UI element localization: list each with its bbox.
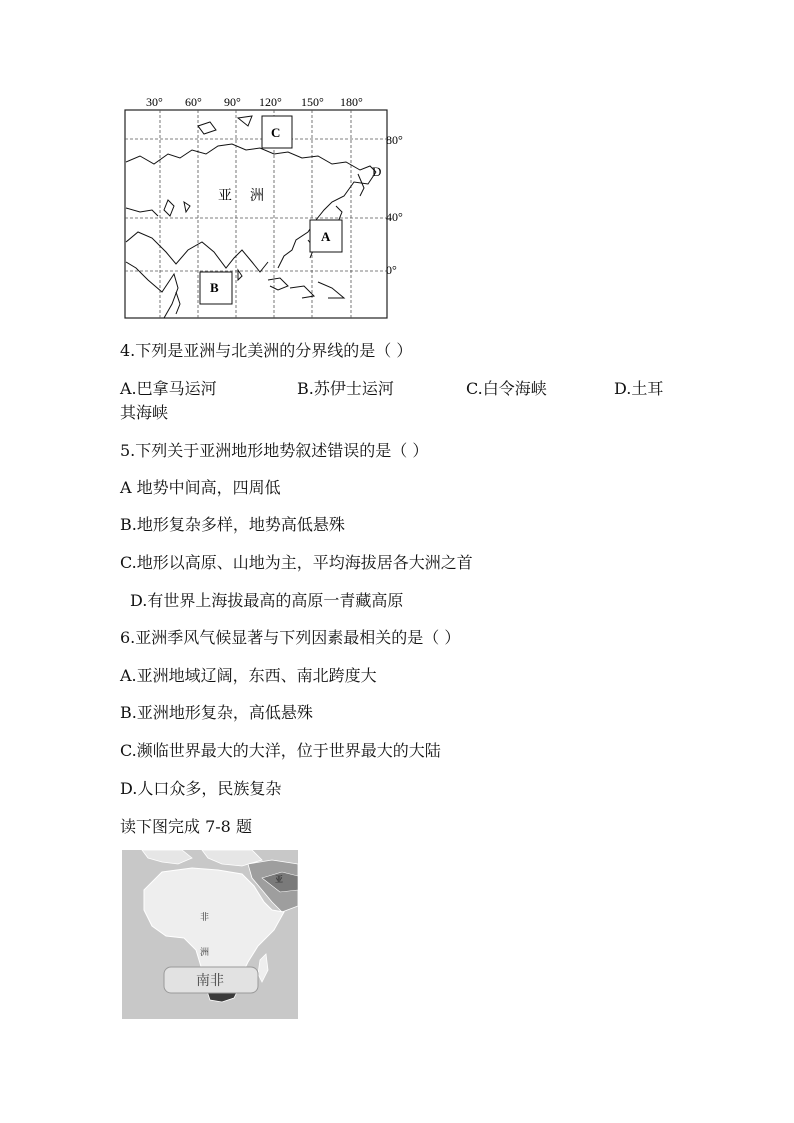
- q4-stem: 4.下列是亚洲与北美洲的分界线的是（ ）: [120, 341, 413, 360]
- q5-option-c: C.地形以高原、山地为主，平均海拔居各大洲之首: [120, 553, 473, 572]
- q4-option-d-cont: 其海峡: [120, 403, 169, 422]
- lat-label-80: 80°: [386, 133, 403, 147]
- asia-label-ya: 亚: [275, 875, 283, 884]
- lon-label-150: 150°: [301, 95, 324, 109]
- lat-label-40: 40°: [386, 210, 403, 224]
- map-frame: [125, 110, 387, 318]
- lon-label-120: 120°: [259, 95, 282, 109]
- q6-option-b: B.亚洲地形复杂，高低悬殊: [120, 703, 313, 722]
- box-b-label: B: [210, 280, 219, 295]
- point-d-label: D: [372, 164, 382, 179]
- q6-option-c: C.濒临世界最大的大洋，位于世界最大的大陆: [120, 741, 441, 760]
- lon-label-30: 30°: [146, 95, 163, 109]
- q6-stem: 6.亚洲季风气候显著与下列因素最相关的是（ ）: [120, 628, 461, 647]
- lon-label-60: 60°: [185, 95, 202, 109]
- box-c-label: C: [271, 125, 281, 140]
- q4-option-a: A.巴拿马运河: [120, 379, 217, 398]
- box-a-label: A: [321, 229, 331, 244]
- lat-label-0: 0°: [386, 263, 397, 277]
- africa-label-zhou: 洲: [200, 947, 210, 957]
- q5-option-b: B.地形复杂多样，地势高低悬殊: [120, 515, 345, 534]
- q5-option-d: D.有世界上海拔最高的高原一青藏高原: [130, 591, 404, 610]
- q4-option-b: B.苏伊士运河: [297, 379, 394, 398]
- intro-7-8: 读下图完成 7-8 题: [120, 817, 252, 836]
- q5-option-a: A 地势中间高，四周低: [120, 478, 281, 497]
- africa-map-svg: [122, 850, 298, 1019]
- lon-label-90: 90°: [224, 95, 241, 109]
- africa-map-figure: [122, 850, 298, 1019]
- asia-map-svg: [118, 92, 418, 322]
- q5-stem: 5.下列关于亚洲地形地势叙述错误的是（ ）: [120, 441, 429, 460]
- q6-option-d: D.人口众多，民族复杂: [120, 779, 282, 798]
- continent-label-ya: 亚: [218, 189, 232, 204]
- lon-label-180: 180°: [340, 95, 363, 109]
- q4-option-c: C.白令海峡: [466, 379, 547, 398]
- south-africa-callout-label: 南非: [196, 974, 224, 989]
- q4-option-d: D.土耳: [614, 379, 664, 398]
- asia-map-figure: [118, 92, 418, 322]
- q6-option-a: A.亚洲地域辽阔，东西、南北跨度大: [120, 666, 377, 685]
- continent-label-zhou: 洲: [250, 189, 264, 204]
- africa-label-fei: 非: [200, 912, 210, 922]
